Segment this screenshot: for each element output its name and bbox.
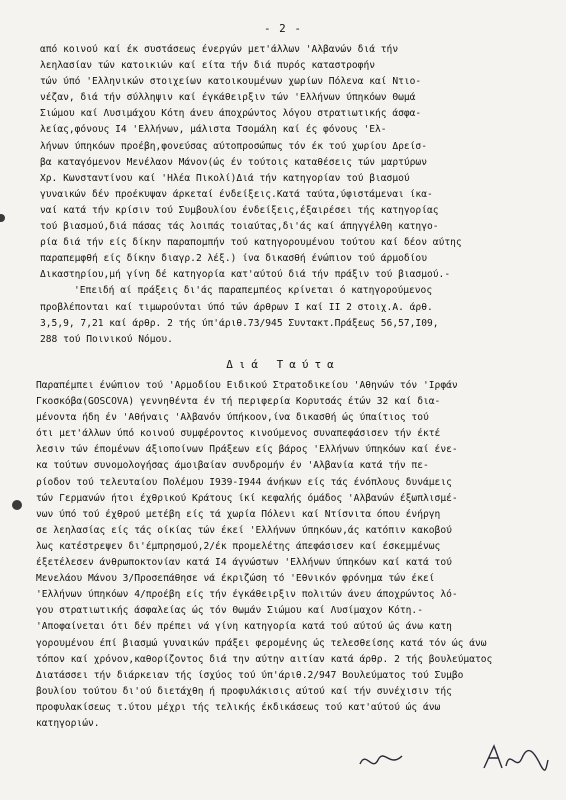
text-line: 'Αποφαίνεται ότι δέν πρέπει νά γίνη κατηγορία κατά τού αύτού ώς άνω κατη	[36, 621, 452, 633]
text-line: σε λεηλασίας είς τάς οίκίας τών έκεί 'Ελλήνων ύπηκόων,άς κατόπιν κακοβού	[36, 524, 452, 536]
text-line: ρίοδον τού τελευταίου Πολέμου Ι939-Ι944 άνήκων είς τάς ένόπλους δυνάμεις	[36, 476, 452, 488]
text-line: βα καταγόμενον Μενέλαον Μάνον(ώς έν τούτοις καταθέσεις τών μαρτύρων	[40, 156, 427, 168]
section-2	[36, 378, 550, 732]
text-line: Μενελάου Μάνου 3/Προσεπάθησε νά έκριζώση τό 'Εθνικόν φρόνημα τών έκεί	[36, 573, 435, 585]
text-line: βουλίου τούτου δι'ού διετάχθη ή προφυλάκισις αύτού καί τήν συνέχισιν τής	[36, 685, 452, 697]
text-line: ρία διά τήν είς δίκην παραπομπήν τού κατηγορουμένου τούτου καί δέον αύτης	[40, 237, 462, 249]
text-line: από κοινού καί έκ συστάσεως ένεργών μετ'άλλων 'Αλβανών διά τήν	[40, 44, 399, 55]
signature-left	[356, 742, 406, 778]
text-line: 288 τού Ποινικού Νόμου.	[40, 333, 173, 345]
text-line: νων ύπό τού έχθρού μετέβη είς τά χωρία Πόλενι καί Ντίσνιτα όπου ένήργη	[36, 508, 441, 520]
text-line: έξετέλεσεν άνθρωποκτονίαν κατά Ι4 άγνώστων 'Ελλήνων ύπηκόων καί κατά τού	[36, 557, 452, 569]
text-line: Σιώμου καί Λυσιμάχου Κότη άνευ άποχρώντος λόγου στρατιωτικής άσφα-	[40, 108, 422, 120]
text-line: λεηλασίαν τών κατοικιών καί είτα τήν διά πυρός καταστροφήν	[40, 60, 376, 72]
text-line: τού βιασμού,διά πάσας τάς λοιπάς τοιαύτας,δι'άς καί άπηγγέλθη κατηγο-	[40, 221, 439, 233]
text-line: τόπον καί χρόνον,καθορίζοντος διά την αύτην αιτίαν κατά άρθρ. 2 τής βουλεύματος	[36, 653, 493, 665]
text-line: παραπεμφθή είς δίκην διαγρ.2 λέξ.) ίνα δικασθή ένώπιον τού άρμοδίου	[40, 253, 427, 265]
text-line: προβλέπονται καί τιμωρούνται ύπό τών άρθρων Ι καί ΙΙ 2 στοιχ.Α. άρθ.	[40, 301, 433, 313]
text-line: 'Επειδή αί πράξεις δι'άς παραπεμπέος κρίνεται ό κατηγορούμενος	[74, 285, 433, 297]
text-line: 'Ελλήνων ύπηκόων 4/προέβη είς τήν έγκάθειρξιν πολιτών άνευ άποχρώντος λό-	[36, 589, 458, 601]
text-line: κατηγοριών.	[36, 717, 100, 729]
text-line: λεσιν τών έπομένων άξιοποίνων Πράξεων είς βάρος 'Ελλήνων ύπηκόων καί ένε-	[36, 444, 458, 456]
text-line: λως κατέστρεψεν δι'έμπρησμού,2/έκ προμελέτης άπεφάσισεν καί έσκεμμένως	[36, 540, 441, 552]
text-line: 3,5,9, 7,21 καί άρθρ. 2 τής ύπ'άριθ.73/945 Συντακτ.Πράξεως 56,57,Ι09,	[40, 317, 439, 329]
text-line: γορουμένου έπί βιασμώ γυναικών πράξει φερομένης ώς τελεσθείσης κατά τόν ώς άνω	[36, 637, 487, 649]
text-line: Χρ. Κωνσταντίνου καί 'Ηλέα Πικολί)Διά τήν κατηγορίαν τού βιασμού	[40, 172, 410, 184]
punch-hole-icon	[12, 500, 22, 510]
text-line: λήνων ύπηκόων προέβη,φονεύσας αύτοπροσώπως τόν έκ τού χωρίου Δρείσ-	[40, 140, 427, 152]
text-line: Διατάσσει τήν διάρκειαν τής ίσχύος τού ύπ'άριθ.2/947 Βουλεύματος τού Συμβο	[36, 669, 464, 681]
text-line: τών Γερμανών ήτοι έχθρικού Κράτους ίκί κεφαλής όμάδος 'Αλβανών έξωπλισμέ-	[36, 492, 458, 504]
text-line: προφυλακίσεως τ.ύτου μέχρι τής τελικής έκδικάσεως τού κατ'αύτού ώς άνω	[36, 701, 441, 713]
text-line: κα τούτων συνομολογήσας άμοιβαίαν συνδρομήν έν 'Αλβανία κατά τήν πε-	[36, 460, 429, 472]
text-line: Γκοσκόβα(GOSCOVA) γεννηθέντα έν τή περιφερία Κορυτσάς έτών 32 καί δια-	[36, 396, 441, 408]
text-line: ότι μετ'άλλων ύπό κοινού συμφέροντος κινούμενος συναπεφάσισεν τήν έκτέ	[36, 428, 441, 440]
text-line: ναί κατά τήν κρίσιν τού Συμβουλίου ένδείξεις,έξαιρέσει τής κατηγορίας	[40, 204, 439, 216]
text-line: μένοντα ήδη έν 'Αθήναις 'Αλβανόν ύπήκοον,ίνα δικασθή ώς ύπαίτιος τού	[36, 412, 429, 424]
text-line: γου στρατιωτικής άσφαλείας ώς τόν Θωμάν Σιώμου καί Λυσίμαχον Κότη.-	[36, 605, 423, 617]
text-line: τών ύπό 'Ελληνικών στοιχείων κατοικουμένων χωρίων Πόλενα καί Ντιο-	[40, 76, 422, 88]
text-line: Δικαστηρίου,μή γίνη δέ κατηγορία κατ'αύτού διά τήν πράξιν τού βιασμού.-	[40, 269, 451, 281]
section-1	[40, 42, 548, 348]
page-number: - 2 -	[263, 22, 303, 35]
punch-hole-icon	[0, 214, 5, 222]
signature-right	[480, 738, 550, 778]
text-line: γυναικών δέν προέκυψαν άρκεταί ένδείξεις.Κατά ταύτα,ύφιστάμεναι ίκα-	[40, 188, 433, 200]
section-heading: Διά Ταύτα	[226, 358, 340, 371]
text-line: νέζαν, διά τήν σύλληψιν καί έγκάθειρξιν τών 'Ελλήνων ύπηκόων Θωμά	[40, 92, 416, 104]
text-line: Παραπέμπει ένώπιον τού 'Αρμοδίου Ειδικού Στρατοδικείου 'Αθηνών τόν 'Ιρφάν	[36, 380, 458, 391]
text-line: λείας,φόνους Ι4 'Ελλήνων, μάλιστα Τσομάλη καί ές φόνους 'Ελ-	[40, 124, 387, 136]
